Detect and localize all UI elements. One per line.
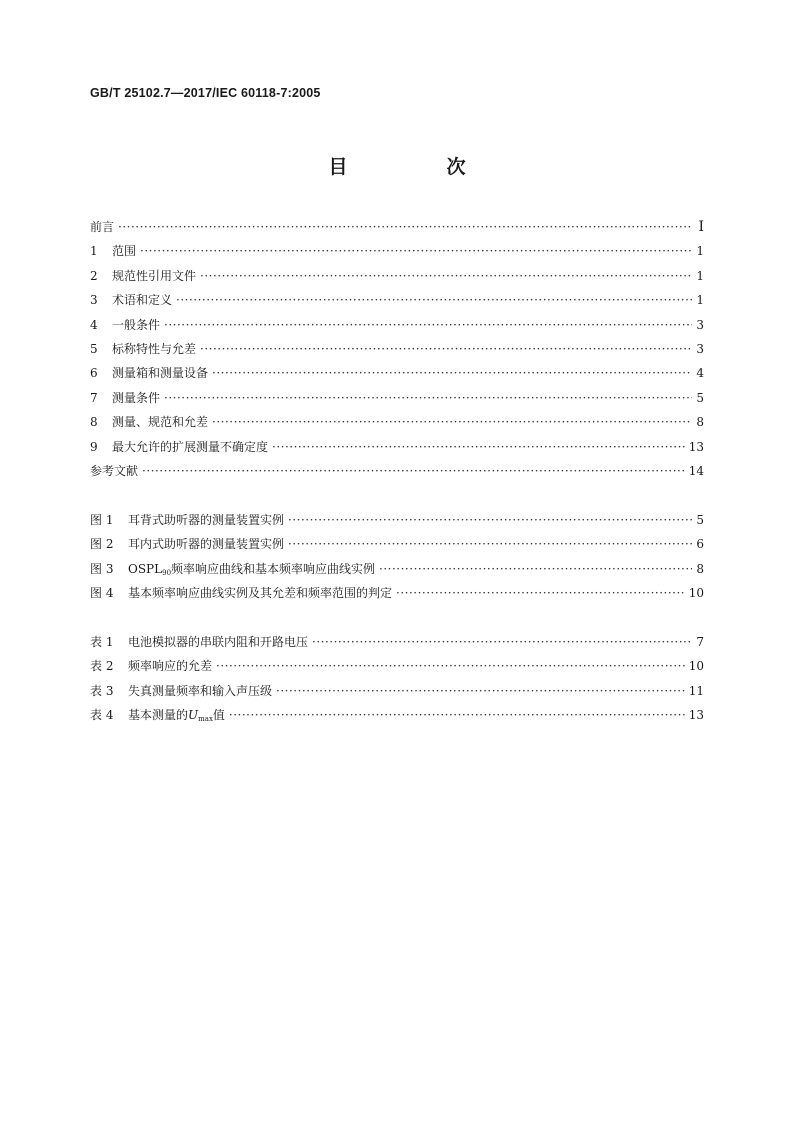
table-label-variable: U	[188, 708, 199, 723]
leader-dots	[229, 703, 685, 727]
leader-dots	[288, 508, 692, 532]
table-label-subscript: max	[198, 715, 213, 724]
page-title: 目 次	[328, 156, 506, 178]
toc-table-2[interactable]	[90, 654, 704, 678]
figure-page: 8	[696, 561, 704, 576]
toc-num: 6	[90, 366, 98, 381]
toc-label: 测量箱和测量设备	[112, 366, 209, 381]
leader-dots	[312, 630, 692, 654]
toc-tables	[90, 630, 704, 728]
table-page: 11	[688, 683, 704, 698]
toc-entry-9[interactable]	[90, 435, 704, 459]
table-label: 频率响应的允差	[128, 659, 213, 674]
leader-dots	[140, 239, 692, 263]
toc-entry-8[interactable]	[90, 410, 704, 434]
leader-dots	[118, 215, 692, 239]
toc-label: 范围	[112, 244, 137, 259]
leader-dots	[272, 435, 685, 459]
toc-figure-2[interactable]	[90, 532, 704, 556]
toc-figure-1[interactable]	[90, 508, 704, 532]
toc-label: 最大允许的扩展测量不确定度	[112, 439, 269, 454]
toc-page: 3	[696, 317, 704, 332]
figure-page: 10	[688, 586, 704, 601]
figure-page: 5	[696, 513, 704, 527]
leader-dots	[379, 557, 692, 581]
toc-num: 7	[90, 390, 98, 405]
toc-page: 1	[696, 293, 704, 308]
toc-page: 14	[688, 463, 704, 478]
toc-table-4[interactable]	[90, 703, 704, 727]
toc-figure-3[interactable]	[90, 557, 704, 581]
toc-entry-2[interactable]	[90, 264, 704, 288]
toc-num: 1	[90, 244, 98, 259]
leader-dots	[142, 459, 685, 483]
table-label-suffix: 值	[212, 708, 225, 723]
figure-label-suffix: 频率响应曲线和基本频率响应曲线实例	[171, 561, 376, 576]
toc-table-3[interactable]	[90, 679, 704, 703]
toc-figure-4[interactable]	[90, 581, 704, 605]
table-label: 电池模拟器的串联内阻和开路电压	[128, 635, 309, 649]
table-num: 表 2	[90, 659, 114, 674]
toc-label: 测量、规范和允差	[112, 415, 209, 430]
leader-dots	[396, 581, 685, 605]
table-label: 失真测量频率和输入声压级	[128, 683, 273, 698]
toc-num: 8	[90, 415, 98, 430]
table-num: 表 3	[90, 683, 114, 698]
toc-label: 测量条件	[112, 390, 161, 405]
toc-entry-7[interactable]	[90, 386, 704, 410]
toc-page: Ⅰ	[698, 219, 704, 235]
figure-label: 耳内式助听器的测量装置实例	[128, 537, 285, 552]
standard-number: GB/T 25102.7—2017/IEC 60118-7:2005	[90, 86, 321, 100]
leader-dots	[212, 361, 692, 385]
figure-num: 图 2	[90, 537, 114, 552]
toc-entry-6[interactable]	[90, 361, 704, 385]
toc-label: 术语和定义	[112, 293, 173, 308]
toc-num: 3	[90, 293, 98, 308]
table-page: 13	[688, 708, 704, 723]
figure-label: 耳背式助听器的测量装置实例	[128, 513, 285, 527]
toc-table-1[interactable]	[90, 630, 704, 654]
figure-num: 图 1	[90, 513, 114, 527]
toc-num: 9	[90, 439, 98, 454]
leader-dots	[176, 288, 692, 312]
table-page: 7	[696, 635, 704, 649]
table-num: 表 4	[90, 708, 114, 723]
leader-dots	[276, 679, 685, 703]
toc-figures	[90, 508, 704, 606]
toc-num: 2	[90, 268, 98, 283]
toc-label: 一般条件	[112, 317, 161, 332]
figure-label-prefix: OSPL	[128, 561, 163, 576]
toc-label: 参考文献	[90, 463, 139, 478]
toc-page: 5	[696, 390, 704, 405]
table-num: 表 1	[90, 635, 114, 649]
leader-dots	[212, 410, 692, 434]
leader-dots	[164, 313, 692, 337]
leader-dots	[164, 386, 692, 410]
toc-entry-1[interactable]	[90, 239, 704, 263]
table-label-prefix: 基本测量的	[128, 708, 189, 723]
figure-num: 图 4	[90, 586, 114, 601]
toc-page: 8	[696, 415, 704, 430]
leader-dots	[216, 654, 685, 678]
toc-num: 4	[90, 317, 98, 332]
toc-num: 5	[90, 341, 98, 356]
toc-entry-foreword[interactable]	[90, 215, 704, 239]
figure-page: 6	[696, 537, 704, 552]
toc-label: 前言	[90, 220, 115, 234]
leader-dots	[200, 264, 692, 288]
toc-entry-bibliography[interactable]	[90, 459, 704, 483]
toc-page: 4	[696, 366, 704, 381]
leader-dots	[200, 337, 692, 361]
figure-label: 基本频率响应曲线实例及其允差和频率范围的判定	[128, 586, 393, 601]
toc-label: 规范性引用文件	[112, 268, 197, 283]
toc-entry-4[interactable]	[90, 313, 704, 337]
table-page: 10	[688, 659, 704, 674]
leader-dots	[288, 532, 692, 556]
toc-label: 标称特性与允差	[112, 341, 197, 356]
figure-label-subscript: 90	[162, 568, 172, 577]
toc-page: 1	[696, 268, 704, 283]
toc-entry-3[interactable]	[90, 288, 704, 312]
toc-sections	[90, 215, 704, 483]
toc-entry-5[interactable]	[90, 337, 704, 361]
figure-num: 图 3	[90, 561, 114, 576]
toc-page: 3	[696, 341, 704, 356]
table-label	[128, 703, 225, 731]
toc-page: 13	[688, 439, 704, 454]
toc-page: 1	[696, 244, 704, 259]
